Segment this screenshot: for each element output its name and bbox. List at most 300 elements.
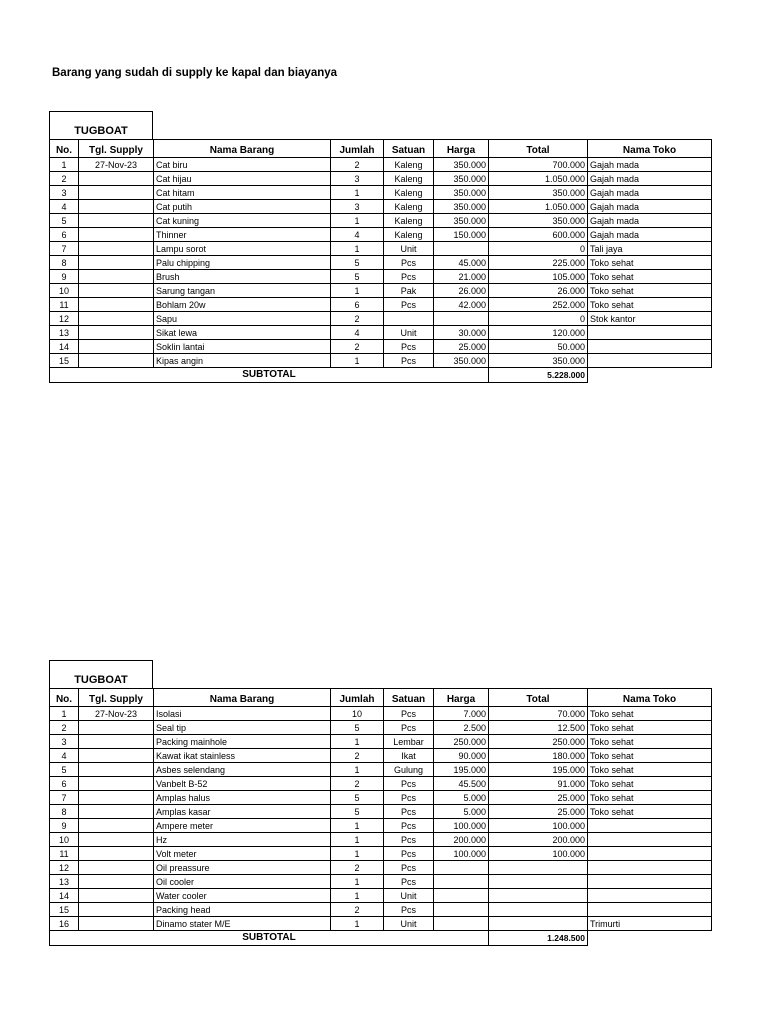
header-col-price: Harga xyxy=(434,140,489,158)
col-item: Lampu sorot xyxy=(154,242,331,256)
col-unit: Kaleng xyxy=(384,158,434,172)
col-qty: 1 xyxy=(331,735,384,749)
col-date xyxy=(79,354,154,368)
table-row xyxy=(50,298,712,312)
table-row xyxy=(50,805,712,819)
col-shop: Stok kantor xyxy=(588,312,712,326)
col-price: 30.000 xyxy=(434,326,489,340)
col-price: 90.000 xyxy=(434,749,489,763)
col-date xyxy=(79,791,154,805)
col-item: Kawat ikat stainless xyxy=(154,749,331,763)
col-shop xyxy=(588,326,712,340)
col-no: 9 xyxy=(50,270,79,284)
table-row xyxy=(50,707,712,721)
col-shop: Toko sehat xyxy=(588,791,712,805)
col-qty: 4 xyxy=(331,326,384,340)
col-shop: Toko sehat xyxy=(588,777,712,791)
col-date xyxy=(79,214,154,228)
col-unit: Pcs xyxy=(384,791,434,805)
col-date xyxy=(79,326,154,340)
col-unit: Pcs xyxy=(384,805,434,819)
col-shop xyxy=(588,861,712,875)
col-total: 350.000 xyxy=(489,354,588,368)
col-no: 5 xyxy=(50,214,79,228)
col-price: 150.000 xyxy=(434,228,489,242)
col-total: 195.000 xyxy=(489,763,588,777)
col-date xyxy=(79,228,154,242)
col-unit: Pcs xyxy=(384,777,434,791)
col-no: 7 xyxy=(50,791,79,805)
col-unit: Pcs xyxy=(384,847,434,861)
col-total xyxy=(489,861,588,875)
col-qty: 3 xyxy=(331,172,384,186)
col-unit: Gulung xyxy=(384,763,434,777)
col-price: 195.000 xyxy=(434,763,489,777)
subtotal-label: SUBTOTAL xyxy=(50,931,489,946)
col-unit: Ikat xyxy=(384,749,434,763)
col-total: 12.500 xyxy=(489,721,588,735)
col-total: 100.000 xyxy=(489,819,588,833)
col-unit: Pcs xyxy=(384,256,434,270)
col-item: Cat putih xyxy=(154,200,331,214)
col-price: 26.000 xyxy=(434,284,489,298)
col-qty: 5 xyxy=(331,721,384,735)
col-shop: Toko sehat xyxy=(588,707,712,721)
col-item: Vanbelt B-52 xyxy=(154,777,331,791)
col-date xyxy=(79,186,154,200)
col-date xyxy=(79,861,154,875)
col-price: 42.000 xyxy=(434,298,489,312)
col-no: 3 xyxy=(50,186,79,200)
col-no: 1 xyxy=(50,707,79,721)
col-item: Ampere meter xyxy=(154,819,331,833)
col-total: 252.000 xyxy=(489,298,588,312)
col-shop: Gajah mada xyxy=(588,228,712,242)
col-unit: Pak xyxy=(384,284,434,298)
col-total: 26.000 xyxy=(489,284,588,298)
col-date xyxy=(79,312,154,326)
col-unit: Pcs xyxy=(384,875,434,889)
col-price xyxy=(434,889,489,903)
col-price: 350.000 xyxy=(434,200,489,214)
col-date xyxy=(79,847,154,861)
col-shop: Toko sehat xyxy=(588,256,712,270)
col-shop: Toko sehat xyxy=(588,805,712,819)
col-item: Amplas halus xyxy=(154,791,331,805)
supply-table xyxy=(49,688,712,946)
header-col-shop: Nama Toko xyxy=(588,140,712,158)
col-total: 350.000 xyxy=(489,186,588,200)
col-total: 100.000 xyxy=(489,847,588,861)
col-unit: Kaleng xyxy=(384,200,434,214)
col-no: 13 xyxy=(50,875,79,889)
col-shop xyxy=(588,847,712,861)
header-col-date: Tgl. Supply xyxy=(79,140,154,158)
col-price: 100.000 xyxy=(434,847,489,861)
col-total: 1.050.000 xyxy=(489,172,588,186)
col-item: Volt meter xyxy=(154,847,331,861)
col-no: 11 xyxy=(50,298,79,312)
col-qty: 2 xyxy=(331,340,384,354)
col-unit: Pcs xyxy=(384,861,434,875)
col-no: 5 xyxy=(50,763,79,777)
table-row xyxy=(50,158,712,172)
col-item: Packing head xyxy=(154,903,331,917)
col-price: 100.000 xyxy=(434,819,489,833)
col-item: Seal tip xyxy=(154,721,331,735)
col-item: Oil preassure xyxy=(154,861,331,875)
col-no: 16 xyxy=(50,917,79,931)
header-col-item: Nama Barang xyxy=(154,140,331,158)
col-item: Sapu xyxy=(154,312,331,326)
col-price xyxy=(434,917,489,931)
table-row xyxy=(50,242,712,256)
col-date xyxy=(79,917,154,931)
col-shop: Trimurti xyxy=(588,917,712,931)
col-price: 45.500 xyxy=(434,777,489,791)
table-row xyxy=(50,777,712,791)
col-unit: Pcs xyxy=(384,270,434,284)
col-no: 4 xyxy=(50,200,79,214)
col-price: 5.000 xyxy=(434,791,489,805)
col-no: 12 xyxy=(50,861,79,875)
table-row xyxy=(50,270,712,284)
subtotal-value: 5.228.000 xyxy=(489,368,588,383)
col-item: Brush xyxy=(154,270,331,284)
col-qty: 5 xyxy=(331,270,384,284)
col-no: 12 xyxy=(50,312,79,326)
header-col-shop: Nama Toko xyxy=(588,689,712,707)
col-unit: Unit xyxy=(384,889,434,903)
col-item: Thinner xyxy=(154,228,331,242)
col-date xyxy=(79,340,154,354)
col-item: Soklin lantai xyxy=(154,340,331,354)
col-no: 15 xyxy=(50,903,79,917)
col-unit: Pcs xyxy=(384,833,434,847)
header-col-no: No. xyxy=(50,689,79,707)
col-no: 4 xyxy=(50,749,79,763)
col-item: Cat kuning xyxy=(154,214,331,228)
tugboat-table-2 xyxy=(49,660,711,946)
col-date xyxy=(79,270,154,284)
table-row xyxy=(50,721,712,735)
col-item: Dinamo stater M/E xyxy=(154,917,331,931)
col-total: 700.000 xyxy=(489,158,588,172)
col-qty: 1 xyxy=(331,763,384,777)
col-total: 120.000 xyxy=(489,326,588,340)
table-row xyxy=(50,312,712,326)
col-item: Bohlam 20w xyxy=(154,298,331,312)
col-shop xyxy=(588,340,712,354)
col-item: Hz xyxy=(154,833,331,847)
col-price: 200.000 xyxy=(434,833,489,847)
col-total: 0 xyxy=(489,242,588,256)
col-item: Isolasi xyxy=(154,707,331,721)
col-unit: Pcs xyxy=(384,298,434,312)
col-qty: 5 xyxy=(331,791,384,805)
col-unit: Pcs xyxy=(384,903,434,917)
col-price: 350.000 xyxy=(434,354,489,368)
col-shop: Toko sehat xyxy=(588,735,712,749)
col-item: Cat hijau xyxy=(154,172,331,186)
col-price: 350.000 xyxy=(434,172,489,186)
table-row xyxy=(50,735,712,749)
col-no: 1 xyxy=(50,158,79,172)
col-shop: Toko sehat xyxy=(588,270,712,284)
col-date xyxy=(79,284,154,298)
col-total: 350.000 xyxy=(489,214,588,228)
col-price: 5.000 xyxy=(434,805,489,819)
col-item: Asbes selendang xyxy=(154,763,331,777)
col-price: 350.000 xyxy=(434,158,489,172)
col-shop xyxy=(588,903,712,917)
table-row xyxy=(50,354,712,368)
col-item: Cat biru xyxy=(154,158,331,172)
col-date xyxy=(79,903,154,917)
col-date xyxy=(79,721,154,735)
header-col-qty: Jumlah xyxy=(331,140,384,158)
col-price xyxy=(434,861,489,875)
col-qty: 1 xyxy=(331,242,384,256)
header-col-unit: Satuan xyxy=(384,140,434,158)
col-item: Kipas angin xyxy=(154,354,331,368)
table-row xyxy=(50,186,712,200)
col-qty: 1 xyxy=(331,833,384,847)
col-shop: Gajah mada xyxy=(588,186,712,200)
col-no: 6 xyxy=(50,228,79,242)
col-total: 25.000 xyxy=(489,805,588,819)
col-unit: Lembar xyxy=(384,735,434,749)
col-price xyxy=(434,242,489,256)
col-unit: Pcs xyxy=(384,340,434,354)
table-row xyxy=(50,875,712,889)
col-shop xyxy=(588,889,712,903)
col-date xyxy=(79,256,154,270)
subtotal-row xyxy=(50,368,712,383)
col-shop xyxy=(588,819,712,833)
table-row xyxy=(50,214,712,228)
col-total xyxy=(489,875,588,889)
col-date xyxy=(79,242,154,256)
col-unit xyxy=(384,312,434,326)
col-date xyxy=(79,172,154,186)
col-total xyxy=(489,903,588,917)
table-label: TUGBOAT xyxy=(49,660,153,688)
col-qty: 1 xyxy=(331,819,384,833)
supply-table xyxy=(49,139,712,383)
col-shop: Toko sehat xyxy=(588,749,712,763)
col-no: 7 xyxy=(50,242,79,256)
col-item: Amplas kasar xyxy=(154,805,331,819)
col-unit: Pcs xyxy=(384,721,434,735)
table-row xyxy=(50,917,712,931)
table-label: TUGBOAT xyxy=(49,111,153,139)
col-no: 14 xyxy=(50,340,79,354)
col-no: 3 xyxy=(50,735,79,749)
col-date xyxy=(79,735,154,749)
col-date xyxy=(79,200,154,214)
col-item: Water cooler xyxy=(154,889,331,903)
col-date xyxy=(79,298,154,312)
table-row xyxy=(50,903,712,917)
table-row xyxy=(50,340,712,354)
col-unit: Unit xyxy=(384,242,434,256)
subtotal-row xyxy=(50,931,712,946)
col-shop: Toko sehat xyxy=(588,763,712,777)
col-date xyxy=(79,749,154,763)
col-total: 50.000 xyxy=(489,340,588,354)
col-shop xyxy=(588,354,712,368)
col-shop: Toko sehat xyxy=(588,721,712,735)
tugboat-table-1 xyxy=(49,111,711,383)
col-date xyxy=(79,889,154,903)
col-qty: 1 xyxy=(331,875,384,889)
col-price: 7.000 xyxy=(434,707,489,721)
col-no: 2 xyxy=(50,721,79,735)
col-shop: Gajah mada xyxy=(588,172,712,186)
col-price: 250.000 xyxy=(434,735,489,749)
col-shop: Gajah mada xyxy=(588,214,712,228)
col-total xyxy=(489,917,588,931)
col-price xyxy=(434,903,489,917)
col-unit: Pcs xyxy=(384,354,434,368)
page-title: Barang yang sudah di supply ke kapal dan biayanya xyxy=(52,67,338,79)
col-unit: Unit xyxy=(384,326,434,340)
col-total: 91.000 xyxy=(489,777,588,791)
col-no: 8 xyxy=(50,256,79,270)
col-total: 0 xyxy=(489,312,588,326)
table-row xyxy=(50,749,712,763)
header-col-item: Nama Barang xyxy=(154,689,331,707)
table-row xyxy=(50,861,712,875)
col-date xyxy=(79,833,154,847)
col-item: Sarung tangan xyxy=(154,284,331,298)
col-no: 13 xyxy=(50,326,79,340)
col-shop xyxy=(588,833,712,847)
table-row xyxy=(50,763,712,777)
col-shop: Tali jaya xyxy=(588,242,712,256)
col-date: 27-Nov-23 xyxy=(79,158,154,172)
col-total: 105.000 xyxy=(489,270,588,284)
col-unit: Kaleng xyxy=(384,186,434,200)
col-price: 21.000 xyxy=(434,270,489,284)
col-item: Cat hitam xyxy=(154,186,331,200)
col-total: 70.000 xyxy=(489,707,588,721)
empty-cell xyxy=(588,368,712,383)
col-item: Sikat lewa xyxy=(154,326,331,340)
header-col-date: Tgl. Supply xyxy=(79,689,154,707)
header-col-total: Total xyxy=(489,140,588,158)
col-price xyxy=(434,875,489,889)
col-shop: Gajah mada xyxy=(588,200,712,214)
table-row xyxy=(50,833,712,847)
col-shop: Toko sehat xyxy=(588,298,712,312)
col-qty: 2 xyxy=(331,749,384,763)
col-qty: 1 xyxy=(331,214,384,228)
col-unit: Kaleng xyxy=(384,228,434,242)
col-price xyxy=(434,312,489,326)
table-row xyxy=(50,228,712,242)
col-unit: Pcs xyxy=(384,819,434,833)
col-item: Palu chipping xyxy=(154,256,331,270)
col-qty: 6 xyxy=(331,298,384,312)
table-row xyxy=(50,256,712,270)
col-qty: 5 xyxy=(331,256,384,270)
col-date xyxy=(79,819,154,833)
col-qty: 1 xyxy=(331,917,384,931)
col-total: 25.000 xyxy=(489,791,588,805)
col-total: 600.000 xyxy=(489,228,588,242)
col-item: Packing mainhole xyxy=(154,735,331,749)
col-price: 2.500 xyxy=(434,721,489,735)
col-shop xyxy=(588,875,712,889)
col-total: 250.000 xyxy=(489,735,588,749)
col-no: 15 xyxy=(50,354,79,368)
col-date xyxy=(79,763,154,777)
col-unit: Kaleng xyxy=(384,172,434,186)
col-total xyxy=(489,889,588,903)
col-qty: 3 xyxy=(331,200,384,214)
col-qty: 1 xyxy=(331,889,384,903)
col-price: 350.000 xyxy=(434,214,489,228)
col-qty: 2 xyxy=(331,903,384,917)
col-no: 11 xyxy=(50,847,79,861)
col-price: 350.000 xyxy=(434,186,489,200)
header-col-unit: Satuan xyxy=(384,689,434,707)
col-qty: 4 xyxy=(331,228,384,242)
col-item: Oil cooler xyxy=(154,875,331,889)
col-no: 10 xyxy=(50,833,79,847)
table-row xyxy=(50,889,712,903)
col-unit: Unit xyxy=(384,917,434,931)
col-price: 45.000 xyxy=(434,256,489,270)
header-col-total: Total xyxy=(489,689,588,707)
col-date xyxy=(79,875,154,889)
table-row xyxy=(50,284,712,298)
col-total: 200.000 xyxy=(489,833,588,847)
col-qty: 2 xyxy=(331,861,384,875)
col-qty: 2 xyxy=(331,777,384,791)
col-date xyxy=(79,777,154,791)
col-no: 10 xyxy=(50,284,79,298)
col-date: 27-Nov-23 xyxy=(79,707,154,721)
col-shop: Toko sehat xyxy=(588,284,712,298)
col-shop: Gajah mada xyxy=(588,158,712,172)
col-total: 1.050.000 xyxy=(489,200,588,214)
col-qty: 1 xyxy=(331,186,384,200)
table-row xyxy=(50,847,712,861)
header-col-price: Harga xyxy=(434,689,489,707)
col-price: 25.000 xyxy=(434,340,489,354)
col-date xyxy=(79,805,154,819)
col-qty: 10 xyxy=(331,707,384,721)
table-row xyxy=(50,791,712,805)
col-qty: 2 xyxy=(331,312,384,326)
subtotal-label: SUBTOTAL xyxy=(50,368,489,383)
table-row xyxy=(50,819,712,833)
col-qty: 1 xyxy=(331,354,384,368)
col-no: 6 xyxy=(50,777,79,791)
col-total: 225.000 xyxy=(489,256,588,270)
empty-cell xyxy=(588,931,712,946)
col-qty: 5 xyxy=(331,805,384,819)
header-col-qty: Jumlah xyxy=(331,689,384,707)
col-no: 9 xyxy=(50,819,79,833)
col-unit: Kaleng xyxy=(384,214,434,228)
subtotal-value: 1.248.500 xyxy=(489,931,588,946)
col-no: 8 xyxy=(50,805,79,819)
col-qty: 1 xyxy=(331,284,384,298)
